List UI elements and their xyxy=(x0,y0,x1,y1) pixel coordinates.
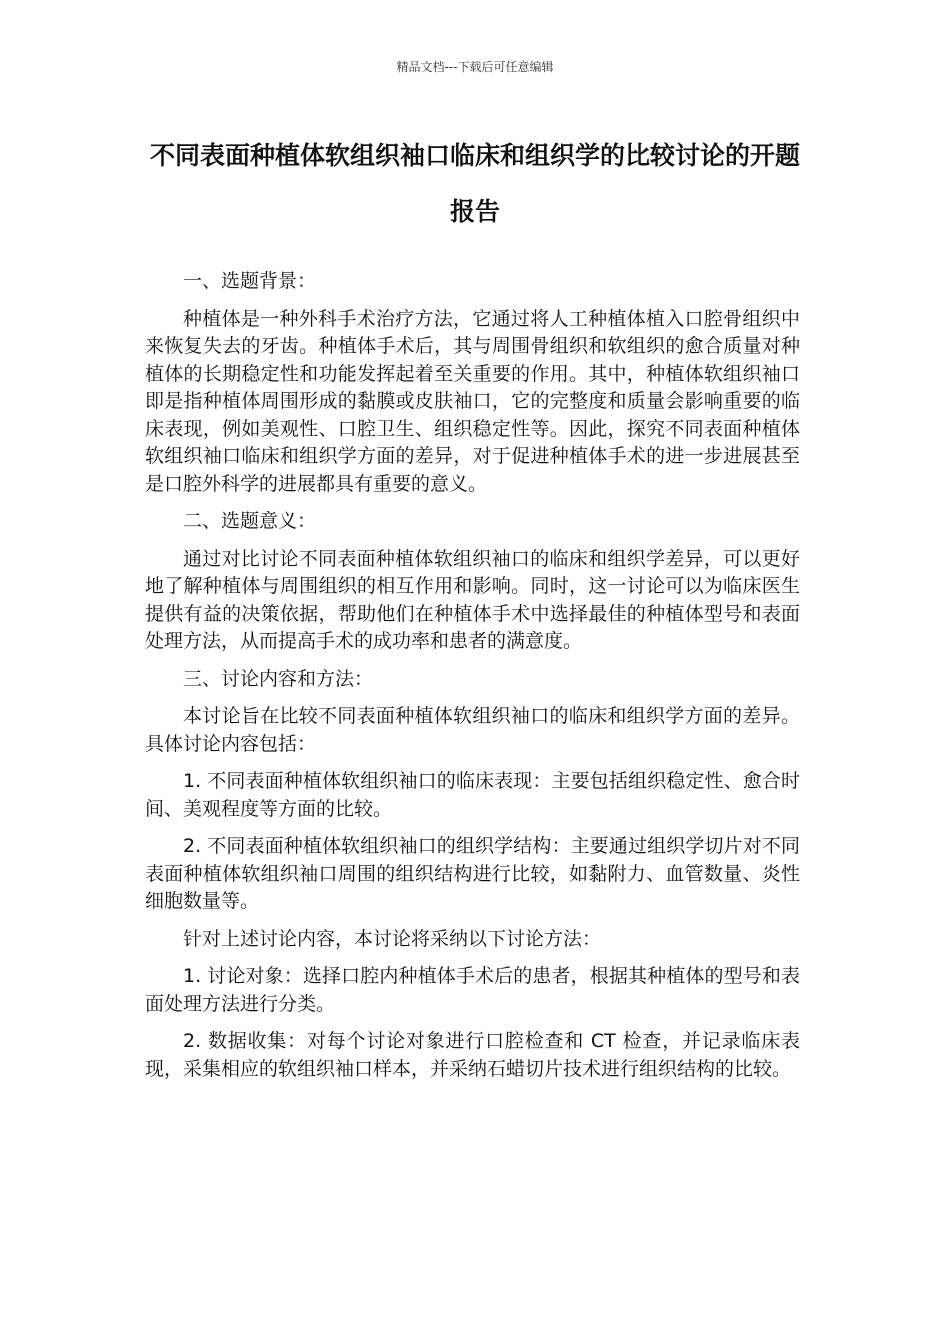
page-header-note: 精品文档---下载后可任意编辑 xyxy=(396,60,554,74)
list-item-data-collection: 2. 数据收集：对每个讨论对象进行口腔检查和 CT 检查，并记录临床表现，采集相应的软组织袖口样本，并采纳石蜡切片技术进行组织结构的比较。 xyxy=(145,1030,800,1080)
document-body xyxy=(145,268,800,1093)
section-heading-background: 一、选题背景： xyxy=(183,270,317,292)
document-title: 不同表面种植体软组织袖口临床和组织学的比较讨论的开题报告 xyxy=(149,141,800,226)
section-heading-content-methods: 三、讨论内容和方法： xyxy=(183,667,374,690)
paragraph-methods-intro: 针对上述讨论内容，本讨论将采纳以下讨论方法： xyxy=(183,927,602,950)
section-heading-significance: 二、选题意义： xyxy=(183,510,317,532)
list-item-subjects: 1. 讨论对象：选择口腔内种植体手术后的患者，根据其种植体的型号和表面处理方法进行分类。 xyxy=(145,965,800,1015)
list-item-histology: 2. 不同表面种植体软组织袖口的组织学结构：主要通过组织学切片对不同表面种植体软组织袖口周围的组织结构进行比较，如黏附力、血管数量、炎性细胞数量等。 xyxy=(145,835,800,912)
list-item-clinical: 1. 不同表面种植体软组织袖口的临床表现：主要包括组织稳定性、愈合时间、美观程度等方面的比较。 xyxy=(145,770,800,820)
paragraph-background: 种植体是一种外科手术治疗方法，它通过将人工种植体植入口腔骨组织中来恢复失去的牙齿。种植体手术后，其与周围骨组织和软组织的愈合质量对种植体的长期稳定性和功能发挥起着至关重要的作用。其中，种植体软组织袖口即是指种植体周围形成的黏膜或皮肤袖口，它的完整度和质量会影响重要的临床表现，例如美观性、口腔卫生、组织稳定性等。因此，探究不同表面种植体软组织袖口临床和组织学方面的差异，对于促进种植体手术的进一步进展甚至是口腔外科学的进展都具有重要的意义。 xyxy=(145,307,800,495)
paragraph-significance: 通过对比讨论不同表面种植体软组织袖口的临床和组织学差异，可以更好地了解种植体与周围组织的相互作用和影响。同时，这一讨论可以为临床医生提供有益的决策依据，帮助他们在种植体手术中选择最佳的种植体型号和表面处理方法，从而提高手术的成功率和患者的满意度。 xyxy=(145,547,800,652)
paragraph-content-intro: 本讨论旨在比较不同表面种植体软组织袖口的临床和组织学方面的差异。具体讨论内容包括： xyxy=(145,705,800,755)
